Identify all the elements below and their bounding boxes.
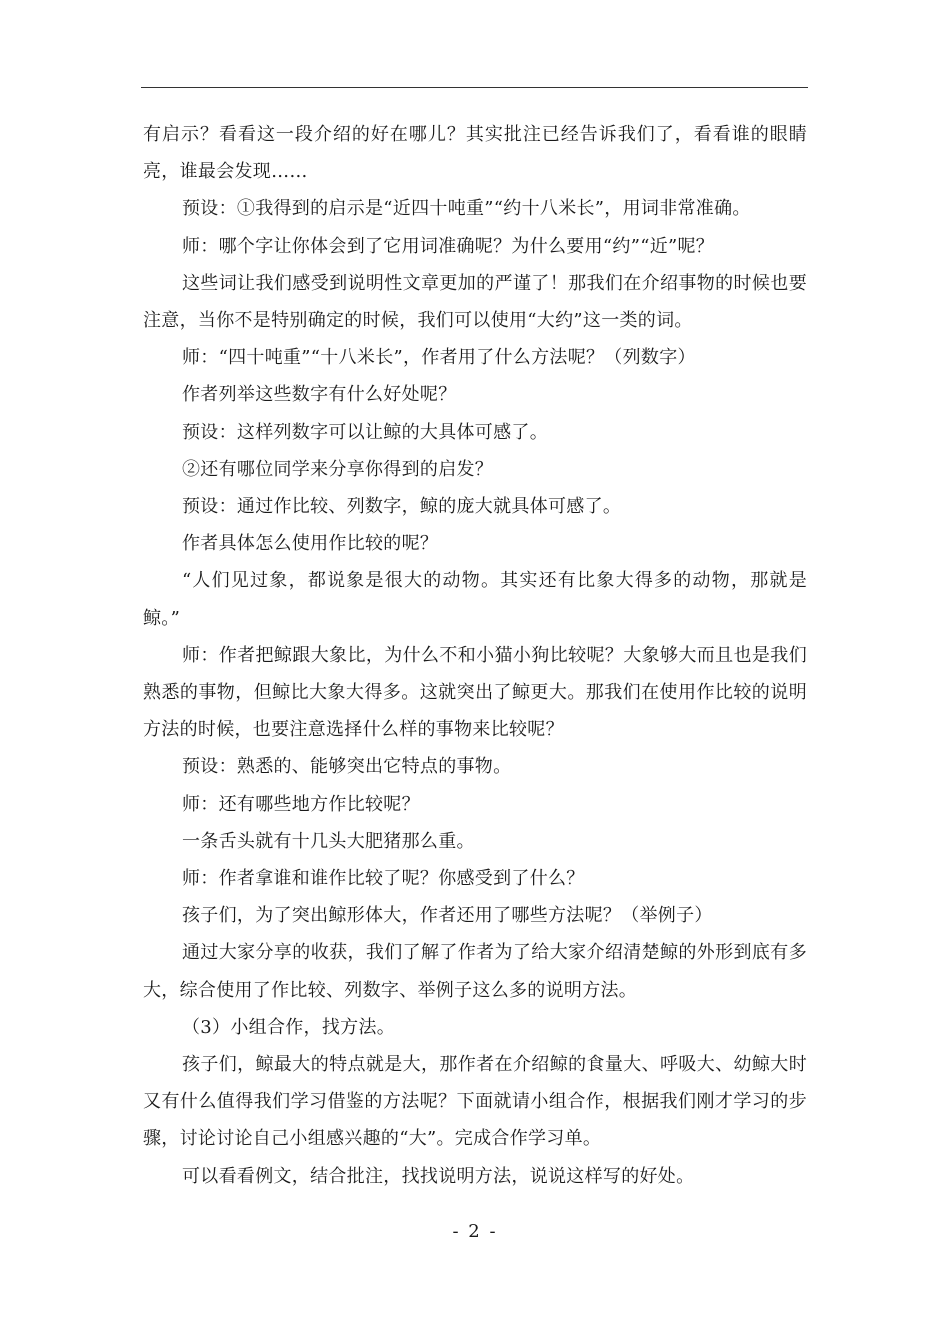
paragraph: 预设：通过作比较、列数字，鲸的庞大就具体可感了。	[182, 496, 622, 518]
paragraph: （3）小组合作，找方法。	[182, 1016, 396, 1038]
paragraph: 一条舌头就有十几头大肥猪那么重。	[182, 830, 475, 852]
paragraph: “人们见过象，都说象是很大的动物。其实还有比象大得多的动物，那就是鲸。”	[143, 570, 807, 629]
paragraph: 孩子们，为了突出鲸形体大，作者还用了哪些方法呢？（举例子）	[182, 905, 713, 927]
paragraph: 师：哪个字让你体会到了它用词准确呢？为什么要用“约”“近”呢？	[182, 235, 715, 257]
paragraph: 师：“四十吨重”“十八米长”，作者用了什么方法呢？（列数字）	[182, 347, 696, 369]
paragraph: 作者具体怎么使用作比较的呢？	[182, 533, 439, 555]
paragraph: 预设：熟悉的、能够突出它特点的事物。	[182, 756, 512, 778]
paragraph: 师：还有哪些地方作比较呢？	[182, 793, 420, 815]
paragraph: ②还有哪位同学来分享你得到的启发？	[182, 458, 494, 480]
paragraph: 孩子们，鲸最大的特点就是大，那作者在介绍鲸的食量大、呼吸大、幼鲸大时又有什么值得我们学习借鉴的方法呢？下面就请小组合作，根据我们刚才学习的步骤，讨论讨论自己小组感兴趣的“大”。完成合作学习单。	[143, 1054, 807, 1150]
paragraph: 预设：这样列数字可以让鲸的大具体可感了。	[182, 421, 548, 443]
paragraph: 可以看看例文，结合批注，找找说明方法，说说这样写的好处。	[182, 1165, 695, 1187]
paragraph: 预设：①我得到的启示是“近四十吨重”“约十八米长”，用词非常准确。	[182, 198, 751, 220]
paragraph: 师：作者把鲸跟大象比，为什么不和小猫小狗比较呢？大象够大而且也是我们熟悉的事物，但鲸比大象大得多。这就突出了鲸更大。那我们在使用作比较的说明方法的时候，也要注意选择什么样的事物来比较呢？	[143, 644, 807, 741]
header-rule	[141, 87, 808, 88]
page-number: - 2 -	[452, 1221, 498, 1242]
document-body	[143, 116, 807, 1195]
paragraph: 这些词让我们感受到说明性文章更加的严谨了！那我们在介绍事物的时候也要注意，当你不是特别确定的时候，我们可以使用“大约”这一类的词。	[143, 272, 807, 332]
paragraph: 有启示？看看这一段介绍的好在哪儿？其实批注已经告诉我们了，看看谁的眼睛亮，谁最会发现……	[143, 124, 807, 183]
paragraph: 作者列举这些数字有什么好处呢？	[182, 384, 457, 406]
paragraph: 师：作者拿谁和谁作比较了呢？你感受到了什么？	[182, 868, 585, 890]
paragraph: 通过大家分享的收获，我们了解了作者为了给大家介绍清楚鲸的外形到底有多大，综合使用了作比较、列数字、举例子这么多的说明方法。	[143, 942, 807, 1001]
